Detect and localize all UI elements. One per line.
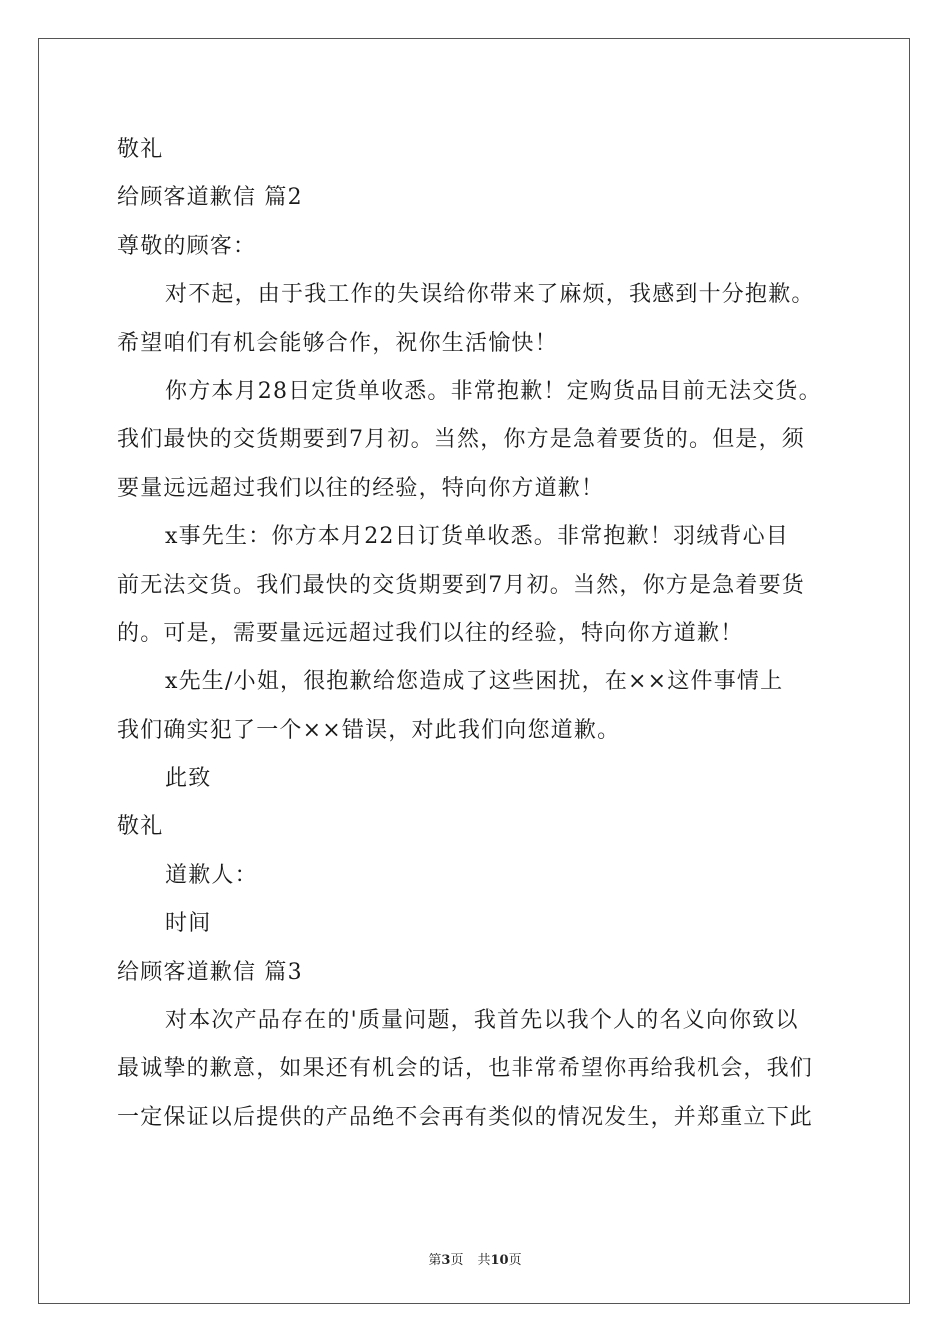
closing-line: 此致 (165, 766, 212, 792)
section-heading: 给顾客道歉信 篇2 (117, 185, 303, 211)
total-prefix: 共 (477, 1253, 491, 1268)
document-body (117, 126, 837, 1142)
paragraph-line: 我们确实犯了一个××错误，对此我们向您道歉。 (117, 717, 621, 743)
closing-line: 敬礼 (117, 814, 164, 840)
salutation: 尊敬的顾客： (117, 233, 257, 259)
section-heading: 给顾客道歉信 篇3 (117, 959, 303, 985)
page-number: 3 (441, 1253, 451, 1268)
page-prefix: 第 (428, 1253, 442, 1268)
paragraph-line: 前无法交货。我们最快的交货期要到7月初。当然，你方是急着要货 (117, 572, 805, 598)
page-footer (0, 1249, 950, 1268)
paragraph-line: 一定保证以后提供的产品绝不会再有类似的情况发生，并郑重立下此 (117, 1104, 814, 1130)
paragraph-line: x事先生：你方本月22日订货单收悉。非常抱歉！羽绒背心目 (165, 524, 790, 550)
text-line: 敬礼 (117, 137, 164, 162)
paragraph-line: 要量远远超过我们以往的经验，特向你方道歉！ (117, 475, 605, 501)
page-suffix: 页 (450, 1253, 464, 1268)
date-line: 时间 (165, 911, 212, 937)
paragraph-line: 对本次产品存在的'质量问题，我首先以我个人的名义向你致以 (165, 1008, 799, 1034)
total-pages: 10 (490, 1253, 509, 1268)
total-suffix: 页 (508, 1253, 522, 1268)
signature-line: 道歉人： (165, 862, 258, 888)
paragraph-line: 我们最快的交货期要到7月初。当然，你方是急着要货的。但是，须 (117, 427, 805, 453)
paragraph-line: x先生/小姐，很抱歉给您造成了这些困扰，在××这件事情上 (165, 669, 784, 695)
paragraph-line: 希望咱们有机会能够合作，祝你生活愉快！ (117, 330, 558, 356)
paragraph-line: 的。可是，需要量远远超过我们以往的经验，特向你方道歉！ (117, 620, 744, 646)
paragraph-line: 最诚挚的歉意，如果还有机会的话，也非常希望你再给我机会，我们 (117, 1056, 814, 1082)
paragraph-line: 你方本月28日定货单收悉。非常抱歉！定购货品目前无法交货。 (165, 378, 822, 404)
paragraph-line: 对不起，由于我工作的失误给你带来了麻烦，我感到十分抱歉。 (165, 282, 815, 308)
